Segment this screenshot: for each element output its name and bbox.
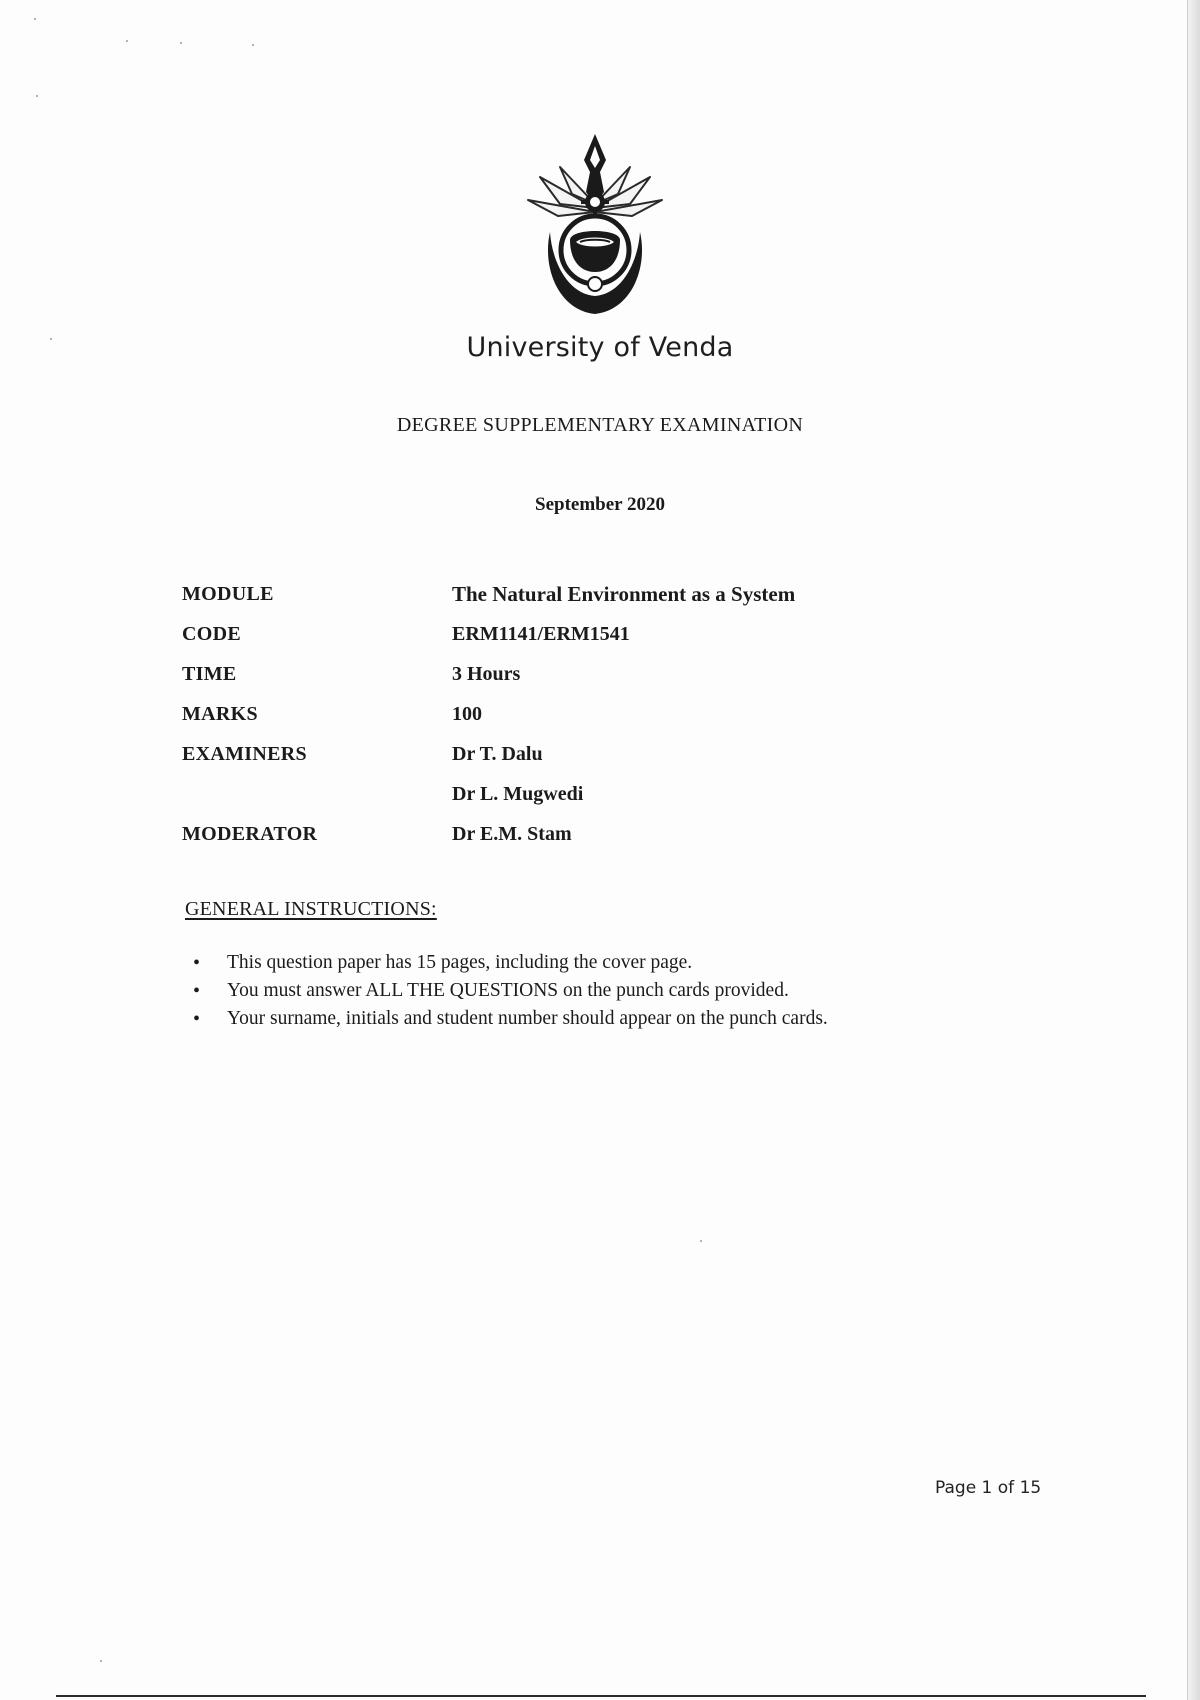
- exam-date: September 2020: [535, 494, 665, 515]
- detail-value: Dr L. Mugwedi: [452, 782, 584, 805]
- general-instructions: [185, 898, 1035, 1033]
- detail-label: TIME: [182, 662, 237, 685]
- exam-details-table: [182, 574, 982, 854]
- detail-value: The Natural Environment as a System: [452, 581, 796, 606]
- detail-row-marks: [182, 694, 982, 734]
- instructions-list: [185, 949, 1035, 1033]
- detail-value: ERM1141/ERM1541: [452, 622, 630, 645]
- detail-value: 3 Hours: [452, 662, 521, 685]
- page-number: Page 1 of 15: [935, 1478, 1042, 1498]
- detail-row-module: [182, 574, 982, 614]
- instruction-item: • This question paper has 15 pages, including the cover page.: [185, 949, 1035, 977]
- instruction-item: • You must answer ALL THE QUESTIONS on the punch cards provided.: [185, 977, 1035, 1005]
- detail-label: CODE: [182, 622, 241, 645]
- detail-label: MODULE: [182, 582, 274, 605]
- detail-row-examiners: [182, 734, 982, 774]
- instructions-heading: GENERAL INSTRUCTIONS:: [185, 898, 437, 920]
- detail-label: MODERATOR: [182, 822, 318, 845]
- detail-value: 100: [452, 702, 482, 725]
- detail-row-moderator: [182, 814, 982, 854]
- detail-row-time: [182, 654, 982, 694]
- university-name: University of Venda: [466, 332, 734, 363]
- detail-value: Dr T. Dalu: [452, 742, 543, 765]
- detail-label: MARKS: [182, 702, 258, 725]
- scan-edge: [1187, 0, 1200, 1700]
- detail-label: EXAMINERS: [182, 742, 307, 765]
- university-crest-icon: [520, 132, 670, 327]
- detail-row-code: [182, 614, 982, 654]
- instruction-item: • Your surname, initials and student number should appear on the punch cards.: [185, 1005, 1035, 1033]
- bottom-rule: [56, 1695, 1146, 1697]
- detail-row-examiners-2: [182, 774, 982, 814]
- detail-value: Dr E.M. Stam: [452, 822, 572, 845]
- exam-title: DEGREE SUPPLEMENTARY EXAMINATION: [396, 414, 804, 436]
